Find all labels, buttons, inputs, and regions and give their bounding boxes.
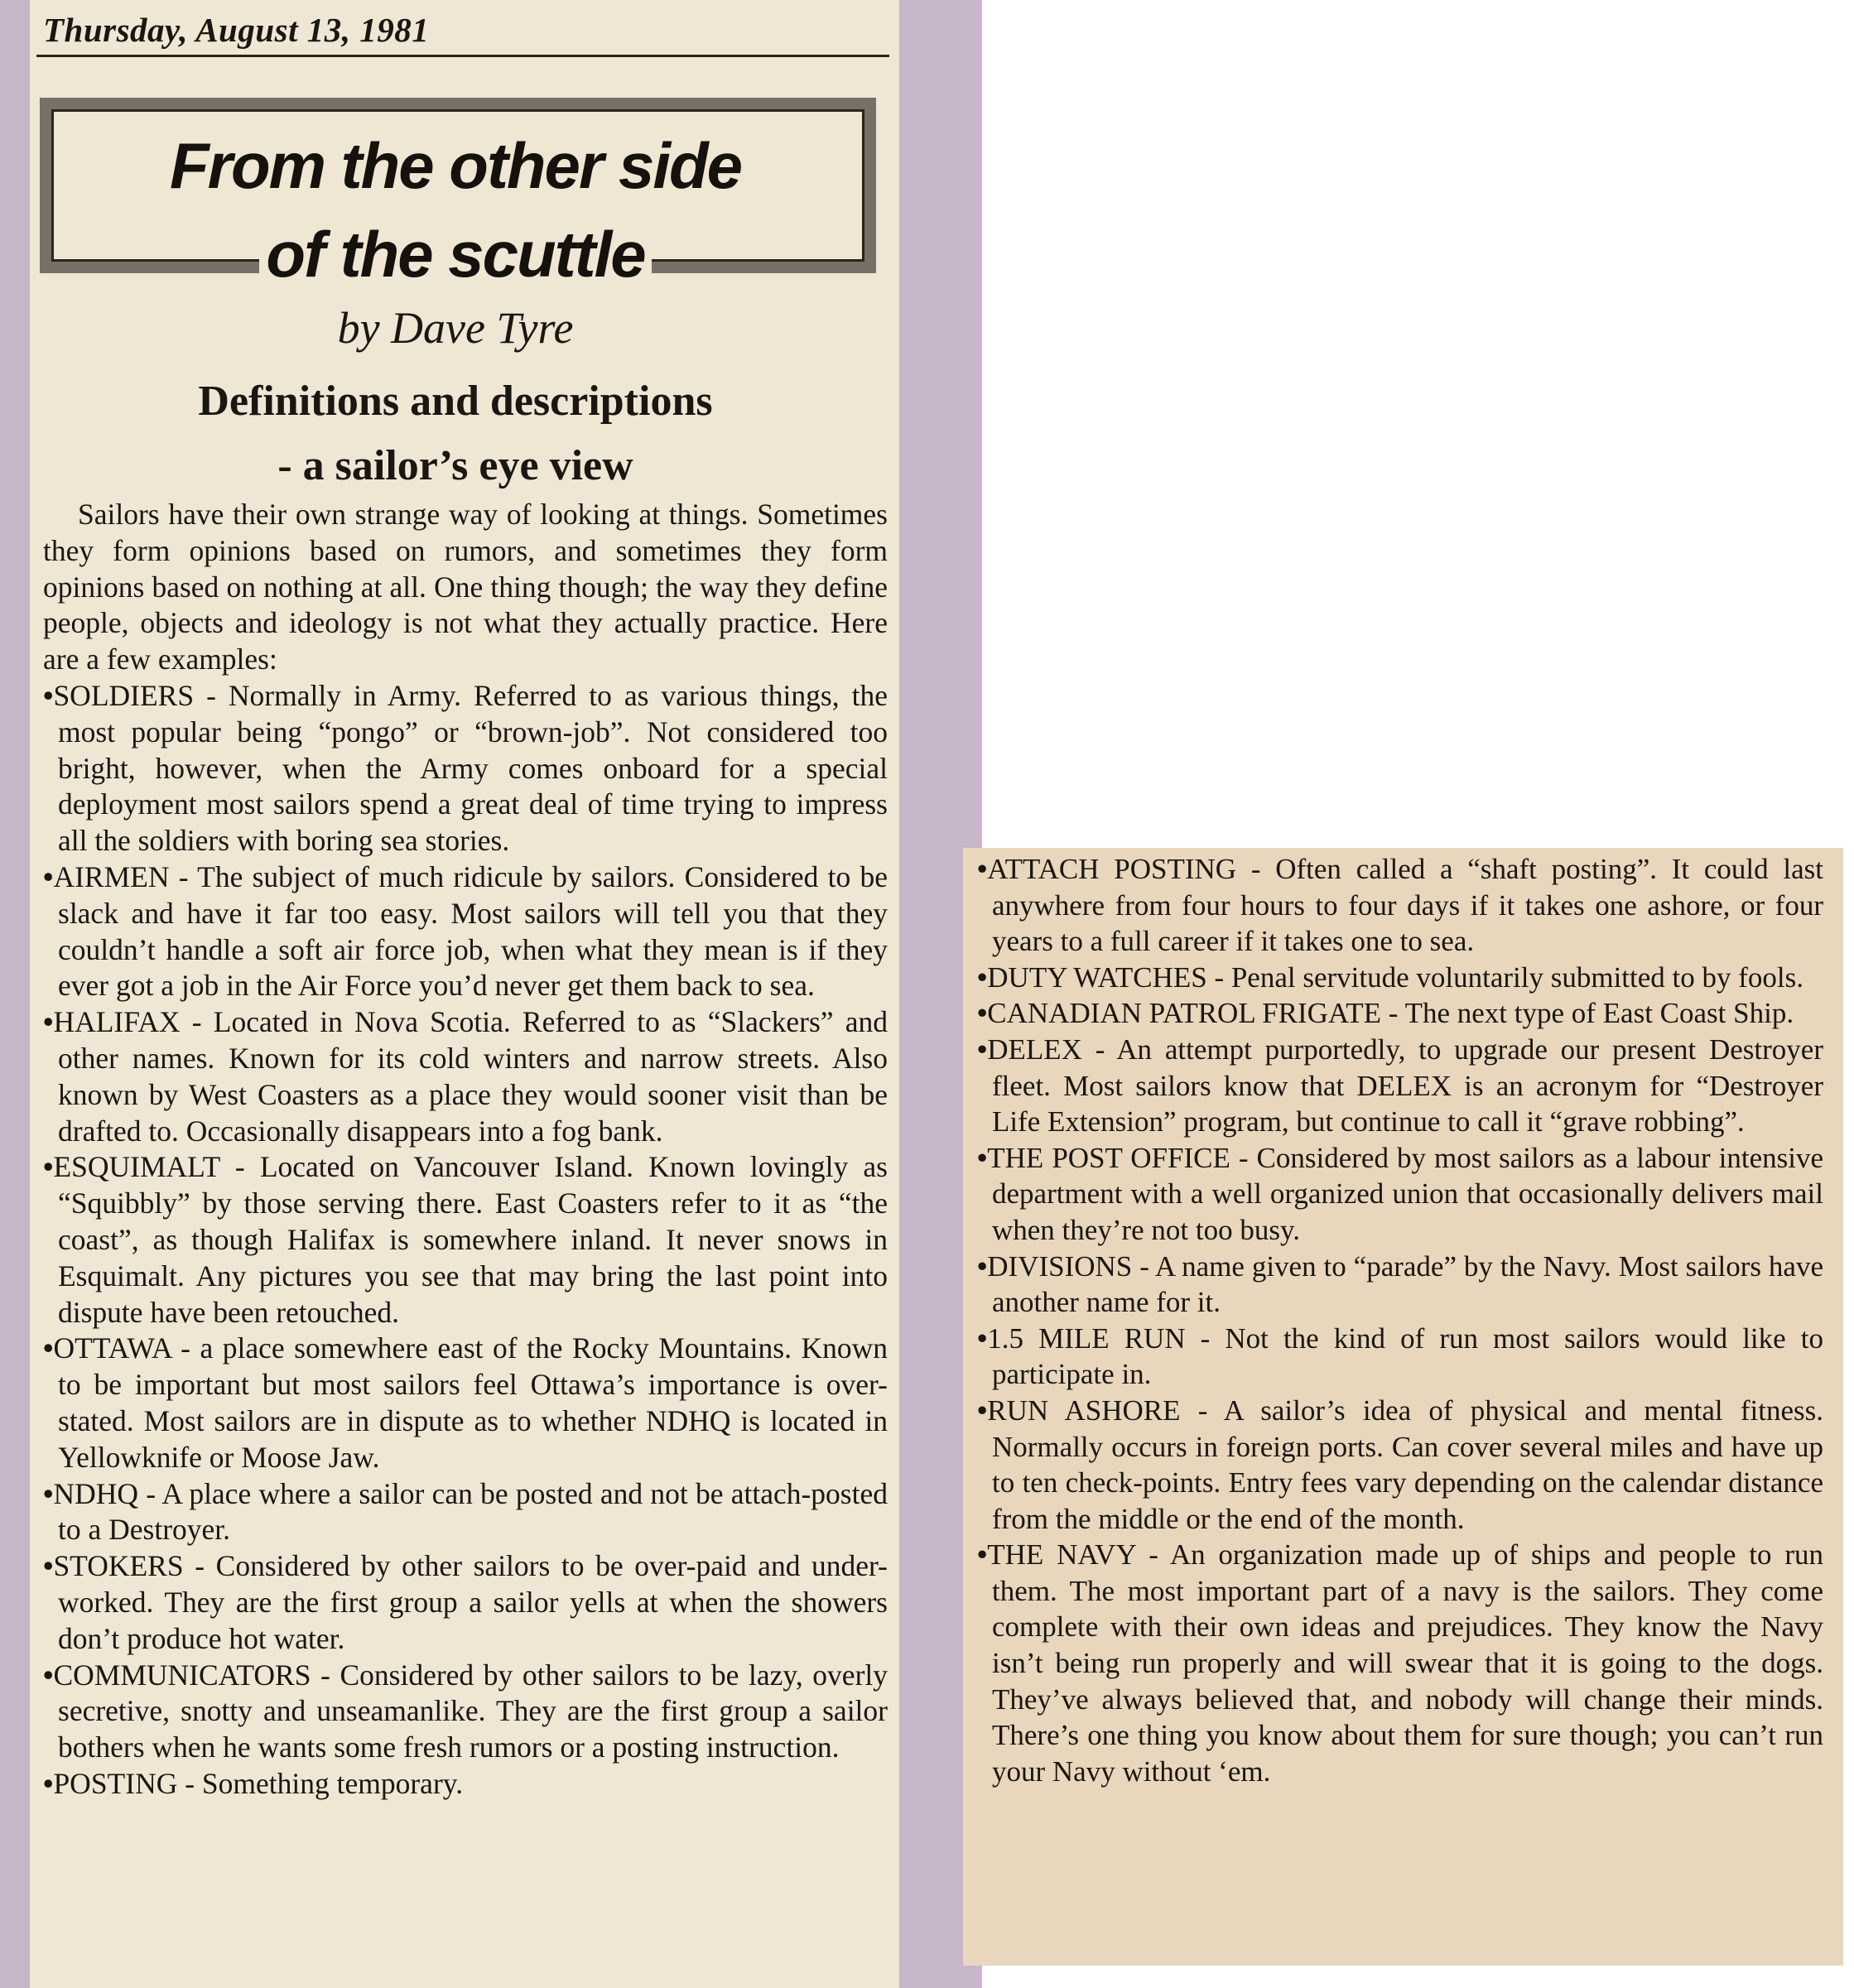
bullet: •	[43, 1766, 54, 1800]
entry-divisions	[977, 1249, 1823, 1321]
bullet: •	[43, 1331, 54, 1365]
bullet: •	[977, 997, 988, 1030]
column-title-line1: From the other side	[169, 129, 742, 202]
bullet: •	[977, 1538, 988, 1572]
entry-text: DIVISIONS - A name given to “parade” by the Navy. Most sailors have another name for it.	[987, 1249, 1823, 1319]
column-title-line2	[50, 217, 861, 292]
date-text: Thursday, August 13, 1981	[43, 11, 430, 49]
entry-halifax	[43, 1004, 888, 1149]
entry-stokers	[43, 1548, 888, 1657]
bullet: •	[977, 1249, 988, 1283]
entry-text: NDHQ - A place where a sailor can be posted and not be attach-posted to a Destroyer.	[53, 1476, 888, 1547]
entry-text: STOKERS - Considered by other sailors to be over-paid and under-worked. They are the first group a sailor yells at when the showers don’t produce hot water.	[53, 1549, 888, 1655]
entry-post-office	[977, 1140, 1823, 1249]
entry-the-navy	[977, 1537, 1823, 1789]
entry-delex	[977, 1032, 1823, 1140]
entry-text: ESQUIMALT - Located on Vancouver Island. Known lovingly as “Squibbly” by those serving there. East Coasters refer to it as “the coast”, as though Halifax is somewhere inland. It never snows in Esquimalt. Any pictures you see that may bring the last point into dispute have been retouched.	[53, 1150, 888, 1329]
bullet: •	[43, 678, 54, 712]
entry-text: SOLDIERS - Normally in Army. Referred to as various things, the most popular being “pongo” or “brown-job”. Not considered too bright, however, when the Army comes onboard for a special deployment most sailors spend a great deal of time trying to impress all the soldiers with boring sea stories.	[53, 678, 888, 858]
entry-text: AIRMEN - The subject of much ridicule by sailors. Considered to be slack and have it far too easy. Most sailors will tell you that they couldn’t handle a soft air force job, when what they mean is if they ever got a job in the Air Force you’d never get them back to sea.	[53, 859, 888, 1003]
headline-line2: - a sailor’s eye view	[277, 442, 633, 489]
entry-communicators	[43, 1658, 888, 1766]
entry-text: CANADIAN PATROL FRIGATE - The next type of East Coast Ship.	[987, 997, 1794, 1030]
intro-paragraph: Sailors have their own strange way of looking at things. Sometimes they form opinions based on rumors, and sometimes they form opinions based on nothing at all. One thing though; the way they define people, objects and ideology is not what they actually practice. Here are a few examples:	[43, 498, 888, 676]
entry-text: 1.5 MILE RUN - Not the kind of run most sailors would like to participate in.	[987, 1321, 1823, 1391]
entry-text: OTTAWA - a place somewhere east of the Rocky Mountains. Known to be important but most sailors feel Ottawa’s importance is over-stated. Most sailors are in dispute as to whether NDHQ is located in Yellowknife or Moose Jaw.	[53, 1331, 888, 1474]
bullet: •	[977, 960, 988, 994]
date-rule	[36, 55, 889, 57]
entry-soldiers	[43, 678, 888, 859]
entry-posting	[43, 1766, 888, 1803]
entry-text: THE NAVY - An organization made up of ships and people to run them. The most important part of a navy is the sailors. They come complete with their own ideas and prejudices. They know the Navy isn’t being run properly and will swear that it is going to the dogs. They’ve always believed that, and nobody will change their minds. There’s one thing you know about them for sure though; you can’t run your Navy without ‘em.	[987, 1538, 1823, 1788]
entry-run-ashore	[977, 1393, 1823, 1537]
entry-text: ATTACH POSTING - Often called a “shaft posting”. It could last anywhere from four hours to four days if it takes one ashore, or four years to a full career if it takes one to sea.	[987, 853, 1823, 958]
entry-text: HALIFAX - Located in Nova Scotia. Referred to as “Slackers” and other names. Known for its cold winters and narrow streets. Also known by West Coasters as a place they would sooner visit than be drafted to. Occasionally disappears into a fog bank.	[53, 1005, 888, 1148]
byline: by Dave Tyre	[337, 303, 574, 353]
entry-text: COMMUNICATORS - Considered by other sailors to be lazy, overly secretive, snotty and unseamanlike. They are the first group a sailor bothers when he wants some fresh rumors or a posting instruction.	[53, 1658, 888, 1764]
bullet: •	[977, 1321, 988, 1355]
bullet: •	[977, 1033, 988, 1066]
entry-ottawa	[43, 1331, 888, 1475]
entry-attach-posting	[977, 851, 1823, 960]
entry-duty-watches	[977, 960, 1823, 996]
bullet: •	[977, 853, 988, 885]
bullet: •	[977, 1394, 988, 1427]
bullet: •	[43, 1150, 54, 1184]
right-column-text	[977, 851, 1823, 1789]
entry-ndhq	[43, 1476, 888, 1549]
left-column-text	[43, 497, 888, 1803]
bullet: •	[977, 1141, 988, 1174]
bullet: •	[43, 1658, 54, 1692]
entry-patrol-frigate	[977, 995, 1823, 1032]
entry-airmen	[43, 859, 888, 1004]
dateline	[36, 7, 500, 58]
entry-text: DUTY WATCHES - Penal servitude voluntarily submitted to by fools.	[987, 960, 1804, 994]
entry-text: DELEX - An attempt purportedly, to upgrade our present Destroyer fleet. Most sailors know that DELEX is an acronym for “Destroyer Life Extension” program, but continue to call it “grave robbing”.	[987, 1033, 1823, 1138]
bullet: •	[43, 1005, 54, 1039]
bullet: •	[43, 1549, 54, 1583]
bullet: •	[43, 1476, 54, 1510]
entry-text: POSTING - Something temporary.	[53, 1766, 464, 1800]
headline-line1: Definitions and descriptions	[198, 378, 713, 425]
bullet: •	[43, 859, 54, 893]
entry-esquimalt	[43, 1149, 888, 1331]
entry-text: THE POST OFFICE - Considered by most sailors as a labour intensive department with a well organized union that occasionally delivers mail when they’re not too busy.	[987, 1141, 1823, 1246]
column-title-line2-text: of the scuttle	[259, 218, 651, 291]
entry-text: RUN ASHORE - A sailor’s idea of physical and mental fitness. Normally occurs in foreign ports. Can cover several miles and have up to ten check-points. Entry fees vary depending on the calendar distance from the middle or the end of the month.	[987, 1394, 1823, 1535]
entry-mile-run	[977, 1321, 1823, 1393]
